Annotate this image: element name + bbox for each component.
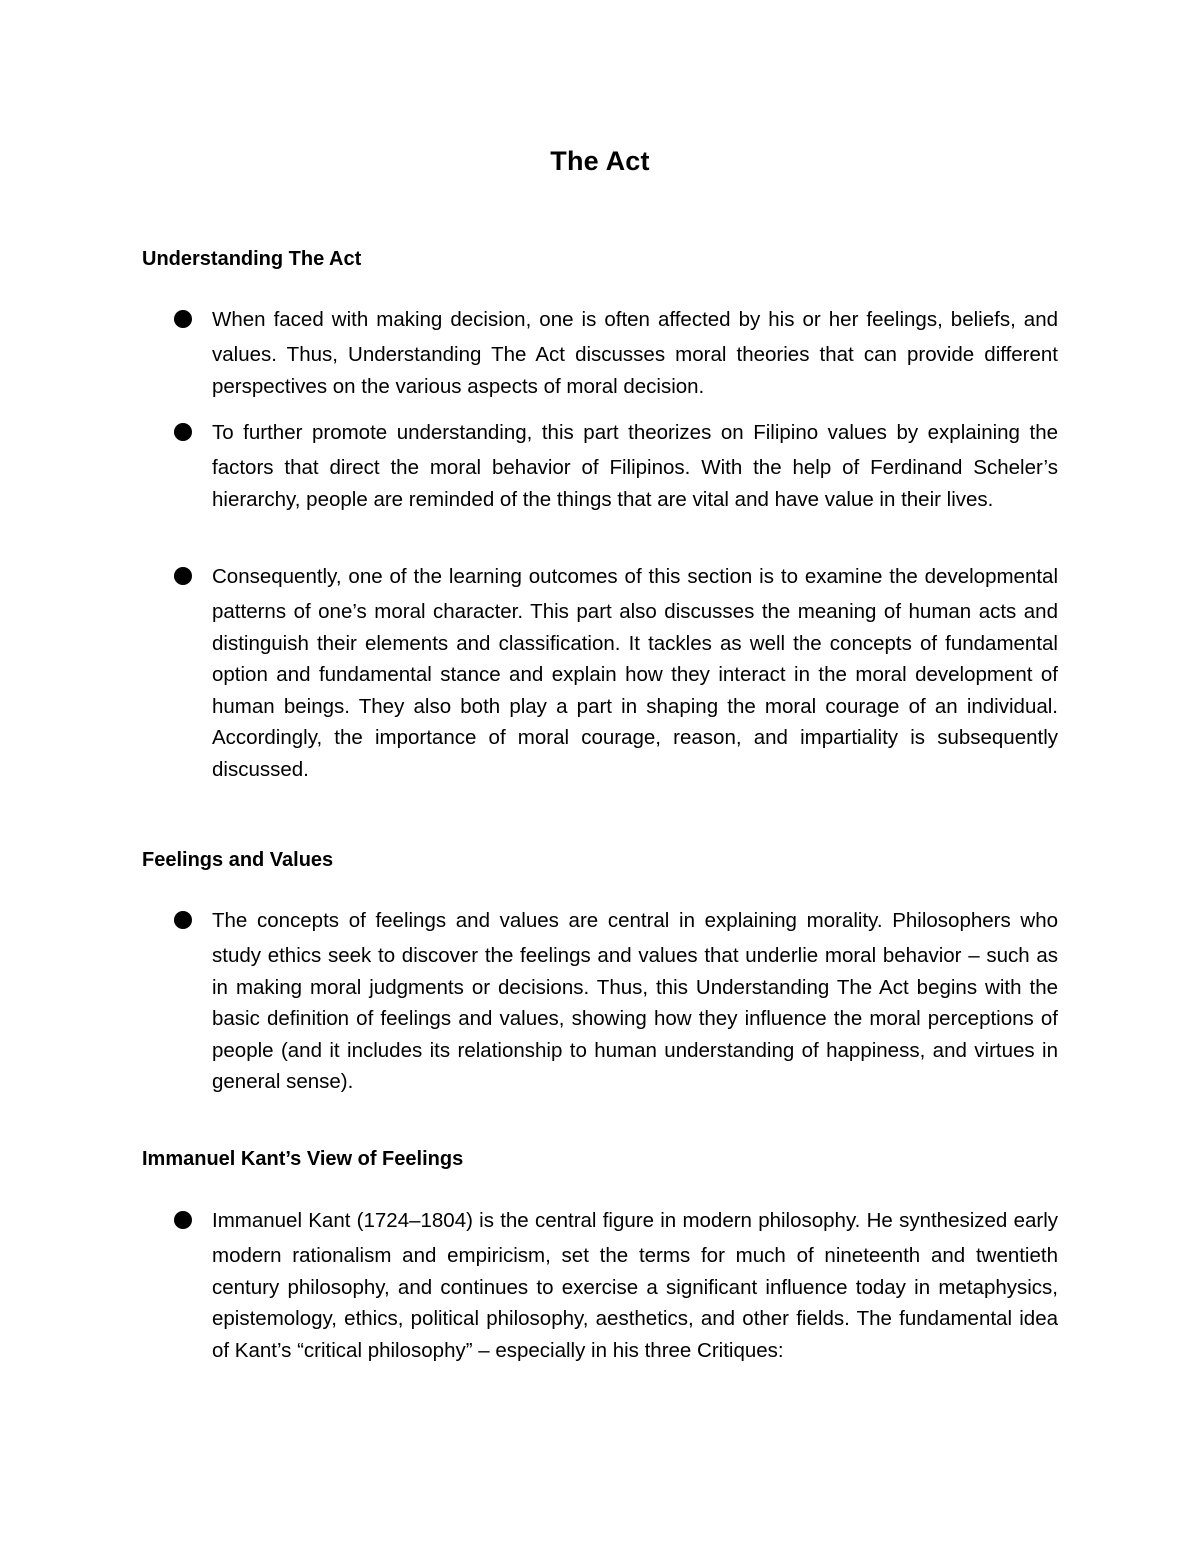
bullet-icon xyxy=(174,423,192,441)
bullet-item xyxy=(174,558,1058,785)
section-heading-feelings-and-values: Feelings and Values xyxy=(142,849,334,871)
section-heading-understanding-the-act: Understanding The Act xyxy=(142,248,362,270)
bullet-icon xyxy=(174,911,192,929)
bullet-icon xyxy=(174,1211,192,1229)
bullet-text: To further promote understanding, this part theorizes on Filipino values by explaining the factors that direct the moral behavior of Filipinos. With the help of Ferdinand Scheler’s hierarchy, people are reminded of the things that are vital and have value in their lives. xyxy=(212,421,1058,511)
bullet-text: When faced with making decision, one is often affected by his or her feelings, beliefs, and values. Thus, Understanding The Act discusses moral theories that can provide different perspectives on the various aspects of moral decision. xyxy=(212,308,1058,398)
bullet-item xyxy=(174,902,1058,1098)
bullet-text: Immanuel Kant (1724–1804) is the central figure in modern philosophy. He synthesized early modern rationalism and empiricism, set the terms for much of nineteenth and twentieth century philosophy, and continues to exercise a significant influence today in metaphysics, epistemology, ethics, political philosophy, aesthetics, and other fields. The fundamental idea of Kant’s “critical philosophy” – especially in his three Critiques: xyxy=(212,1209,1058,1362)
bullet-text: Consequently, one of the learning outcomes of this section is to examine the developmental patterns of one’s moral character. This part also discusses the meaning of human acts and distinguish their elements and classification. It tackles as well the concepts of fundamental option and fundamental stance and explain how they interact in the moral development of human beings. They also both play a part in shaping the moral courage of an individual. Accordingly, the importance of moral courage, reason, and impartiality is subsequently discussed. xyxy=(212,565,1058,781)
document-title: The Act xyxy=(550,146,650,176)
bullet-icon xyxy=(174,310,192,328)
bullet-icon xyxy=(174,567,192,585)
bullet-text: The concepts of feelings and values are central in explaining morality. Philosophers who study ethics seek to discover the feelings and values that underlie moral behavior – such as in making moral judgments or decisions. Thus, this Understanding The Act begins with the basic definition of feelings and values, showing how they influence the moral perceptions of people (and it includes its relationship to human understanding of happiness, and virtues in general sense). xyxy=(212,909,1058,1093)
bullet-item xyxy=(174,414,1058,515)
bullet-item xyxy=(174,1202,1058,1366)
bullet-item xyxy=(174,301,1058,402)
section-heading-kant-view-of-feelings: Immanuel Kant’s View of Feelings xyxy=(142,1148,464,1170)
